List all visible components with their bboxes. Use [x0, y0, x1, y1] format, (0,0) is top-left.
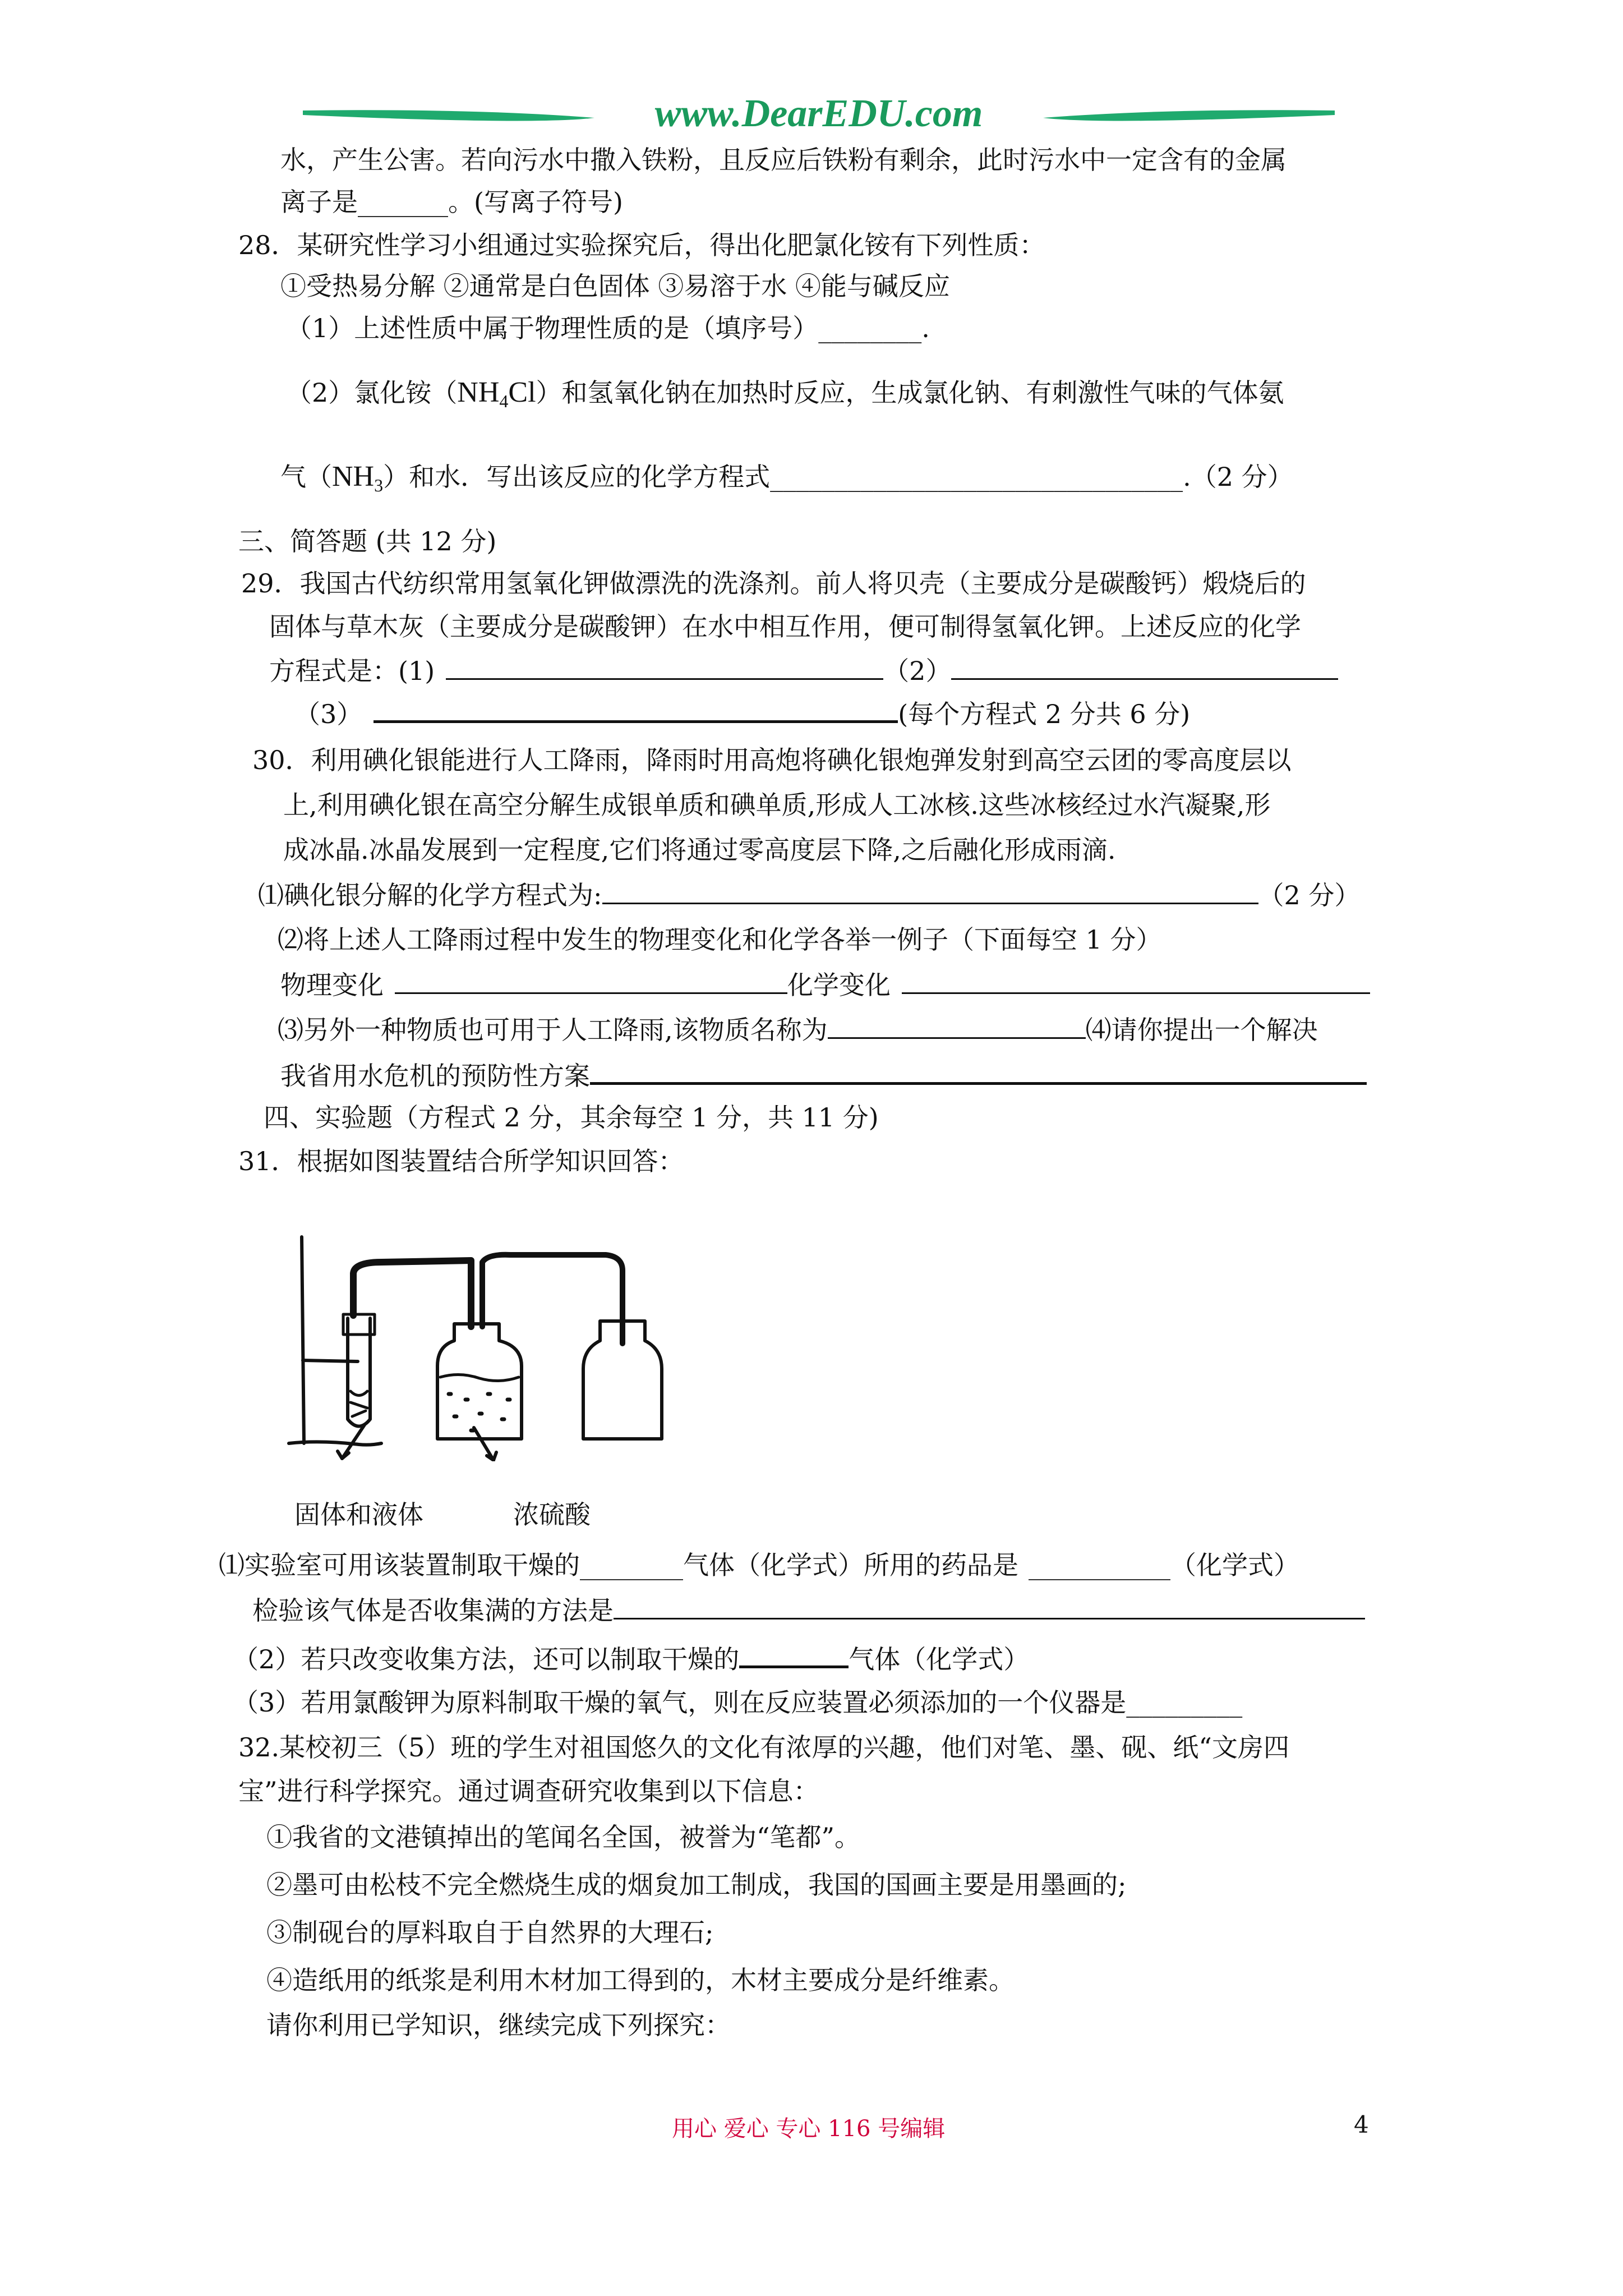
- q32-item2-text: ②墨可由松枝不完全燃烧生成的烟炱加工制成，我国的国画主要是用墨画的;: [266, 1870, 1127, 1900]
- nh3-formula: $NH_3$: [332, 461, 384, 495]
- q28-part2: [286, 376, 1284, 418]
- q27-text-2a: 离子是: [280, 187, 358, 217]
- q31-reagent-blank[interactable]: ___________: [1029, 1550, 1170, 1580]
- q28-part2-text-a: （2）氯化铵（: [286, 378, 458, 408]
- q31-sub2-text-a: （2）若只改变收集方法，还可以制取干燥的: [233, 1644, 740, 1674]
- section-4-title: [264, 1101, 879, 1134]
- delivery-tube-1: [353, 1260, 471, 1327]
- q27-blank[interactable]: _______: [358, 187, 448, 217]
- q31-sub1-text-c: （化学式）: [1170, 1550, 1299, 1580]
- q31-sub3-text: （3）若用氯酸钾为原料制取干燥的氧气，则在反应装置必须添加的一个仪器是: [233, 1687, 1127, 1718]
- footer-note: 用心 爱心 专心 116 号编辑: [672, 2116, 946, 2142]
- stand-clamp: [303, 1360, 358, 1361]
- q29-line4: [294, 696, 1190, 731]
- q31-sub1-check: [252, 1593, 1365, 1627]
- q30-sub3: [278, 1013, 1318, 1047]
- q31-instrument-blank[interactable]: _________: [1126, 1687, 1243, 1718]
- q30-line3: [283, 833, 1116, 867]
- q28-part3-text-c: .（2 分）: [1183, 462, 1293, 492]
- q30-substance-blank[interactable]: [828, 1013, 1086, 1039]
- q29-answer-blank-2[interactable]: [951, 654, 1338, 680]
- section-4-title-text: 四、实验题（方程式 2 分，其余每空 1 分，共 11 分): [264, 1102, 879, 1133]
- q32-line1: [238, 1731, 1289, 1764]
- q30-sub4-text: ⑷请你提出一个解决: [1085, 1015, 1318, 1045]
- page-number: 4: [1354, 2111, 1369, 2138]
- label-acid-text: 浓硫酸: [513, 1499, 591, 1530]
- q30-sub2-text: ⑵将上述人工降雨过程中发生的物理变化和化学各举一例子（下面每空 1 分）: [278, 924, 1162, 955]
- q32-item4-text: ④造纸用的纸浆是利用木材加工得到的，木材主要成分是纤维素。: [266, 1965, 1015, 1995]
- q32-item5-text: 请你利用已学知识，继续完成下列探究：: [266, 2010, 731, 2040]
- q30-sub4: [280, 1057, 1367, 1093]
- arrow-acid: [474, 1428, 494, 1460]
- q29-answer-blank-1[interactable]: [446, 654, 883, 680]
- q30-line1: [252, 743, 1292, 777]
- label-acid: [513, 1498, 591, 1531]
- q29-text-4b: (每个方程式 2 分共 6 分): [898, 699, 1191, 729]
- q28-part3-text-a: 气（: [280, 462, 332, 492]
- q31-sub2-blank[interactable]: [739, 1641, 849, 1668]
- q29-text-2: 固体与草木灰（主要成分是碳酸钾）在水中相互作用，便可制得氢氧化钾。上述反应的化学: [269, 611, 1301, 642]
- q30-chemical-label: 化学变化: [787, 970, 891, 1000]
- q30-sub2-answers: [280, 968, 1370, 1002]
- q31-sub1-text-b: 气体（化学式）所用的药品是: [683, 1550, 1018, 1580]
- washing-bottle: [437, 1324, 522, 1439]
- q28-part3-text-b: ）和水．写出该反应的化学方程式: [383, 462, 771, 492]
- q29-text-1: 29．我国古代纺织常用氢氧化钾做漂洗的洗涤剂。前人将贝壳（主要成分是碳酸钙）煅烧后的: [241, 568, 1306, 599]
- q30-physical-blank[interactable]: [395, 968, 787, 994]
- q32-item2: [266, 1868, 1127, 1902]
- q32-item4: [266, 1963, 1015, 1997]
- q29-text-4a: （3）: [294, 699, 363, 729]
- q28-part2-text-b: ）和氢氧化钠在加热时反应，生成氯化钠、有刺激性气味的气体氨: [536, 378, 1284, 408]
- q30-sub3-text: ⑶另外一种物质也可用于人工降雨,该物质名称为: [278, 1015, 828, 1045]
- q29-line2: [269, 610, 1301, 643]
- q30-line2: [283, 788, 1271, 822]
- logo-swoosh-left: [303, 110, 594, 121]
- q31-sub2-text-b: 气体（化学式）: [849, 1644, 1030, 1674]
- q30-sub2: [278, 923, 1162, 956]
- q31-sub1: [219, 1548, 1299, 1582]
- q28-props-text: ①受热易分解 ②通常是白色固体 ③易溶于水 ④能与碱反应: [280, 271, 950, 301]
- q31-check-blank[interactable]: [614, 1593, 1365, 1619]
- q32-text-1: 32.某校初三（5）班的学生对祖国悠久的文化有浓厚的兴趣，他们对笔、墨、砚、纸“文房四: [238, 1732, 1289, 1763]
- q28-part3: [280, 460, 1293, 502]
- q30-sub1-text: ⑴碘化银分解的化学方程式为:: [258, 880, 602, 910]
- q32-item3-text: ③制砚台的厚料取自于自然界的大理石;: [266, 1917, 714, 1948]
- test-tube-contents: [351, 1391, 367, 1416]
- q32-text-2: 宝”进行科学探究。通过调查研究收集到以下信息：: [238, 1776, 819, 1806]
- q30-sub1: [258, 878, 1360, 912]
- q30-equation-blank[interactable]: [602, 878, 1258, 904]
- q30-text-1: 30．利用碘化银能进行人工降雨，降雨时用高炮将碘化银炮弹发射到高空云团的零高度层以: [252, 745, 1292, 775]
- section-3-title-text: 三、简答题 (共 12 分): [238, 526, 497, 556]
- q28-stem: [238, 228, 1045, 262]
- q30-plan-blank[interactable]: [590, 1057, 1367, 1085]
- q32-line2: [238, 1774, 819, 1808]
- q32-item1-text: ①我省的文港镇掉出的笔闻名全国，被誉为“笔都”。: [266, 1822, 861, 1852]
- q29-answer-blank-3[interactable]: [374, 696, 898, 723]
- q27-text-1: 水，产生公害。若向污水中撒入铁粉，且反应后铁粉有剩余，此时污水中一定含有的金属: [280, 145, 1287, 175]
- q27-line2: [280, 185, 623, 219]
- q27-text-2b: 。(写离子符号): [448, 187, 623, 217]
- q30-text-2: 上,利用碘化银在高空分解生成银单质和碘单质,形成人工冰核.这些冰核经过水汽凝聚,形: [283, 790, 1271, 820]
- q31-sub1-text-a: ⑴实验室可用该装置制取干燥的: [219, 1550, 580, 1580]
- q28-equation-blank[interactable]: ________________________________: [770, 462, 1183, 492]
- q31-sub3: [233, 1686, 1242, 1719]
- q31-stem-text: 31．根据如图装置结合所学知识回答：: [238, 1146, 684, 1176]
- q30-physical-label: 物理变化: [280, 970, 384, 1000]
- logo-text: www.DearEDU.com: [654, 98, 983, 135]
- q27-line1: [280, 143, 1287, 177]
- q29-text-3b: （2）: [883, 656, 952, 686]
- q30-chemical-blank[interactable]: [902, 968, 1370, 994]
- q32-item1: [266, 1820, 860, 1854]
- q31-gas-blank[interactable]: ________: [580, 1550, 683, 1580]
- washing-bottle-bubbles: [449, 1394, 510, 1430]
- nh4cl-formula: $NH_4Cl$: [457, 376, 536, 411]
- q28-props: [280, 269, 950, 303]
- q29-line1: [241, 567, 1306, 600]
- q31-check-text: 检验该气体是否收集满的方法是: [252, 1595, 614, 1626]
- q32-item5: [266, 2008, 731, 2042]
- label-solid-liquid-text: 固体和液体: [294, 1499, 423, 1530]
- q28-part1-text: （1）上述性质中属于物理性质的是（填序号）________.: [286, 313, 930, 343]
- q32-item3: [266, 1916, 714, 1949]
- logo-swoosh-right: [1043, 110, 1335, 121]
- apparatus-diagram: [286, 1231, 723, 1461]
- q30-sub1-score: （2 分）: [1258, 880, 1361, 910]
- q29-line3: [269, 654, 1338, 688]
- section-3-title: [238, 524, 496, 558]
- q28-part1: [286, 311, 930, 345]
- q30-text-3: 成冰晶.冰晶发展到一定程度,它们将通过零高度层下降,之后融化形成雨滴.: [283, 835, 1116, 865]
- label-solid-liquid: [294, 1498, 423, 1531]
- washing-bottle-liquid: [440, 1374, 519, 1381]
- q31-stem: [238, 1144, 684, 1178]
- q29-text-3a: 方程式是：(1): [269, 656, 435, 686]
- q28-stem-text: 28．某研究性学习小组通过实验探究后，得出化肥氯化铵有下列性质：: [238, 230, 1045, 260]
- stand-rod: [302, 1237, 304, 1443]
- q30-sub4-text-2: 我省用水危机的预防性方案: [280, 1061, 590, 1091]
- q31-sub2: [233, 1641, 1029, 1676]
